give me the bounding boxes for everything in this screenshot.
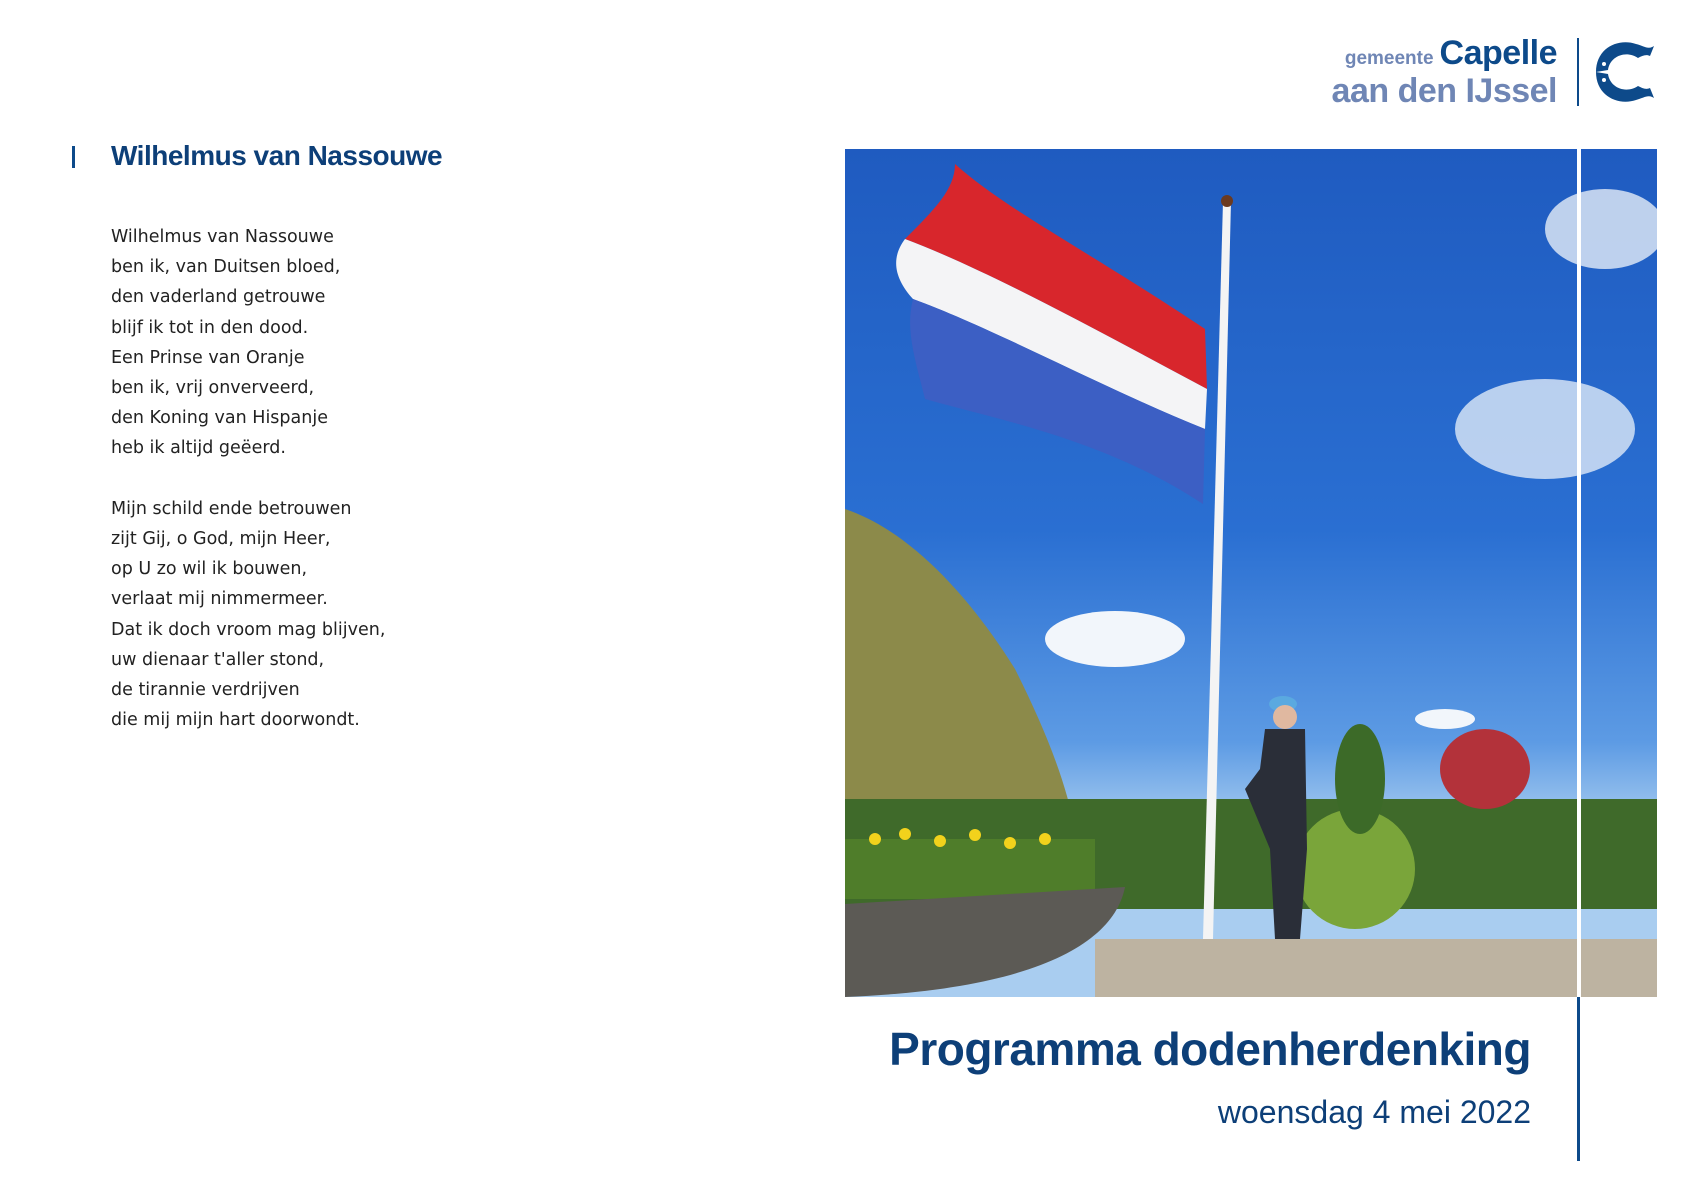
cloud: [1415, 709, 1475, 729]
anthem-heading: Wilhelmus van Nassouwe: [111, 140, 443, 171]
municipality-logo: [1330, 34, 1660, 110]
poem-line: verlaat mij nimmermeer.: [111, 589, 328, 610]
poem-line: die mij mijn hart doorwondt.: [111, 710, 360, 731]
anthem-text: [111, 222, 385, 766]
heading-accent-bar: [72, 146, 75, 168]
logo-name-line2: aan den IJssel: [1331, 72, 1557, 110]
logo-prefix: gemeente: [1344, 48, 1434, 69]
stone-planter: [845, 887, 1125, 997]
poem-line: Wilhelmus van Nassouwe: [111, 227, 334, 247]
poem-line: ben ik, van Duitsen bloed,: [111, 257, 341, 278]
poem-line: op U zo wil ik bouwen,: [111, 559, 308, 580]
cloud: [1545, 189, 1657, 269]
poem-line: den vaderland getrouwe: [111, 287, 326, 308]
poem-line: Een Prinse van Oranje: [111, 347, 305, 368]
cover-accent-line: [1577, 997, 1580, 1161]
poem-line: de tirannie verdrijven: [111, 680, 300, 701]
fish-emblem-icon: [1588, 36, 1660, 108]
logo-divider: [1577, 38, 1579, 106]
poem-line: den Koning van Hispanje: [111, 408, 328, 429]
logo-name-line1: Capelle: [1439, 34, 1557, 72]
poem-line: zijt Gij, o God, mijn Heer,: [111, 529, 331, 550]
poem-line: Mijn schild ende betrouwen: [111, 498, 352, 519]
dutch-flag: [896, 164, 1207, 504]
cover-photo-flag-ceremony: [845, 149, 1657, 997]
stanza-2: [111, 494, 385, 736]
poem-line: ben ik, vrij onverveerd,: [111, 378, 315, 399]
gravel: [1095, 939, 1657, 997]
willow-tree: [845, 509, 1075, 829]
conifer: [1335, 724, 1385, 834]
cover-title: Programma dodenherdenking: [889, 1023, 1531, 1075]
poem-line: uw dienaar t'aller stond,: [111, 649, 325, 670]
stanza-1: [111, 222, 385, 464]
cover-date: woensdag 4 mei 2022: [1217, 1094, 1531, 1130]
photo-divider: [1577, 149, 1581, 997]
cloud: [1045, 611, 1185, 667]
red-tree: [1440, 729, 1530, 809]
cloud: [1455, 379, 1635, 479]
poem-line: blijf ik tot in den dood.: [111, 317, 309, 338]
poem-line: heb ik altijd geëerd.: [111, 438, 286, 459]
poem-line: Dat ik doch vroom mag blijven,: [111, 619, 386, 640]
